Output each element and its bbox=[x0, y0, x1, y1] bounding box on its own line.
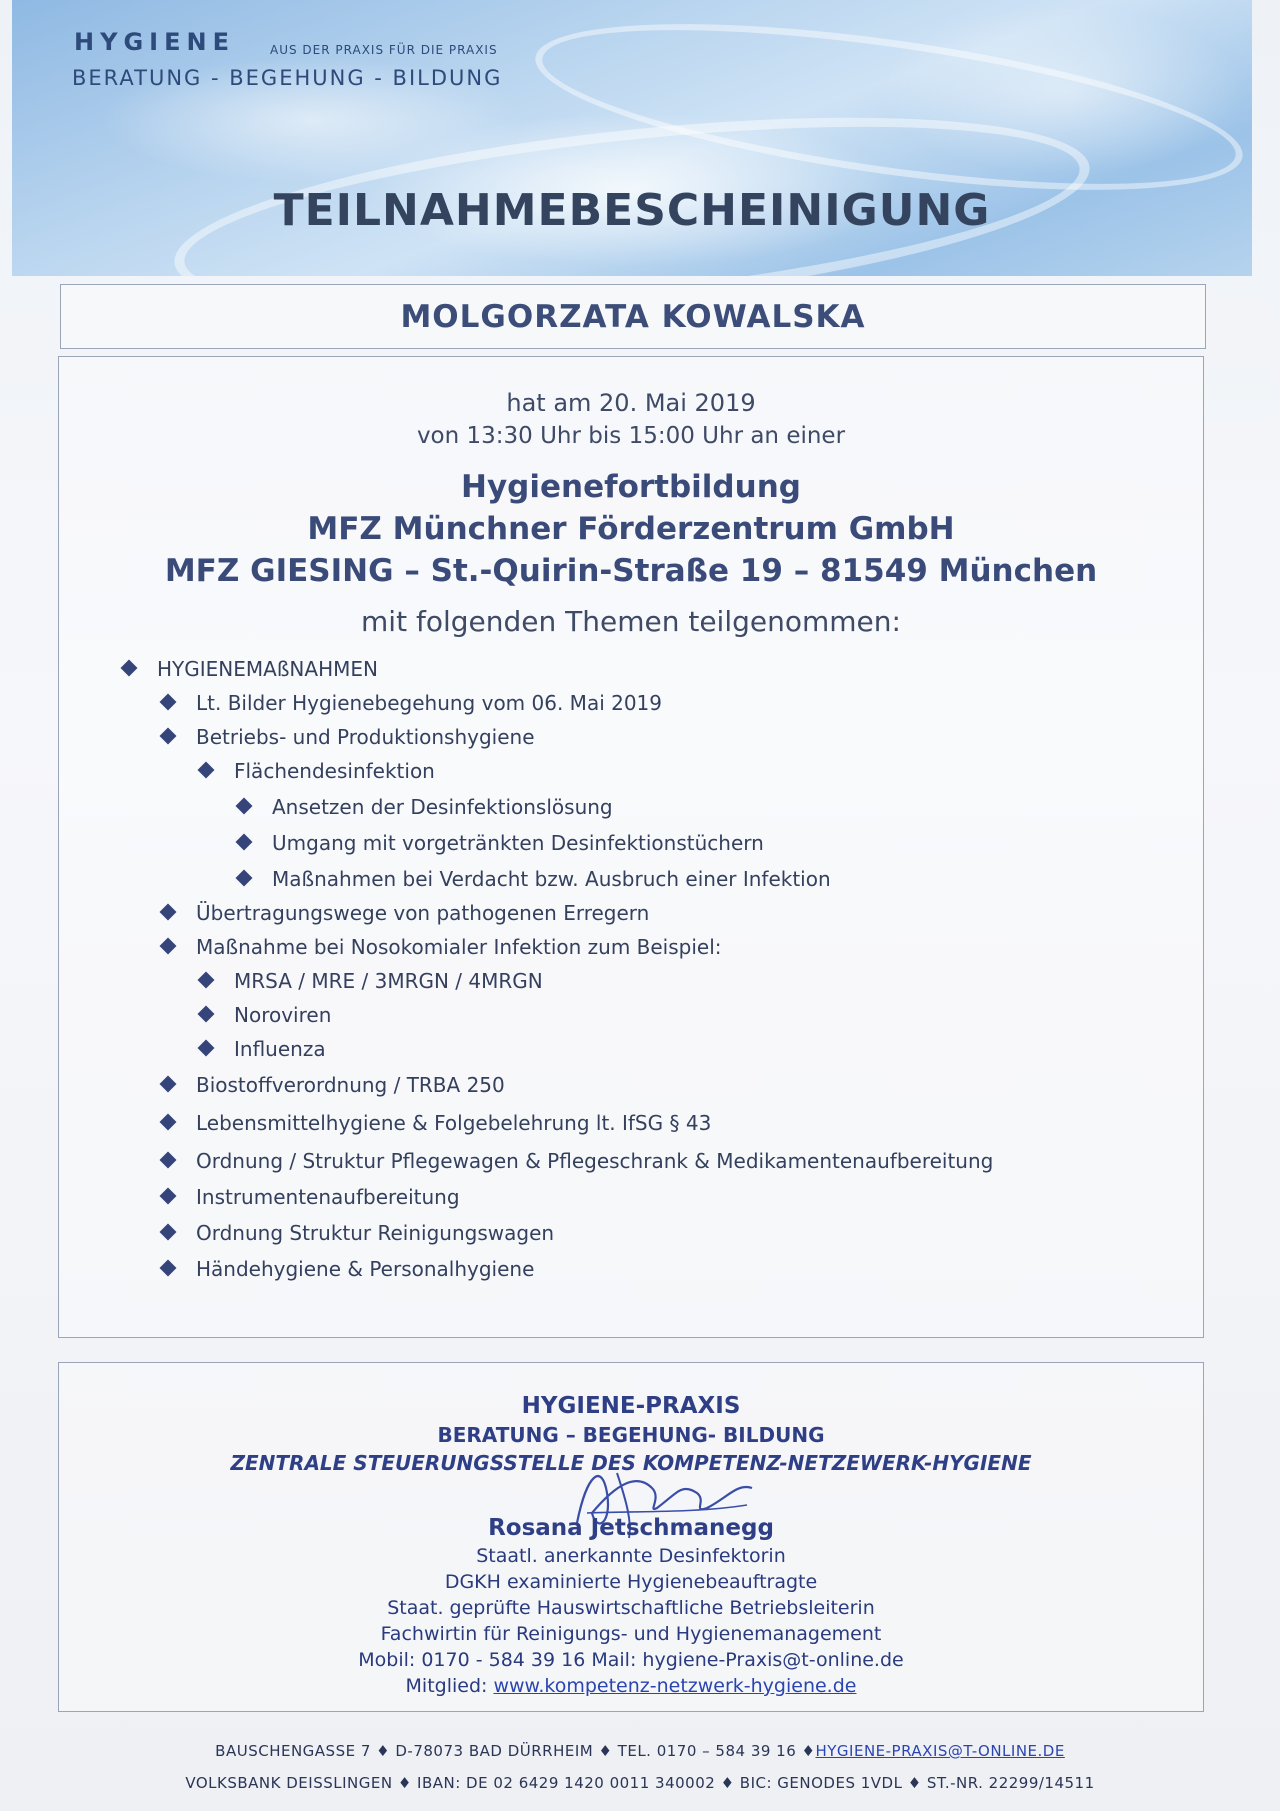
list-item: Lt. Bilder Hygienebegehung vom 06. Mai 2019 bbox=[162, 691, 662, 715]
course-type: Hygienefortbildung bbox=[461, 469, 801, 505]
issuer-box bbox=[58, 1362, 1204, 1712]
brand-tagline: AUS DER PRAXIS FÜR DIE PRAXIS bbox=[270, 43, 498, 57]
qualification-line: Staatl. anerkannte Desinfektorin bbox=[476, 1545, 786, 1567]
diamond-bullet-icon bbox=[198, 762, 215, 779]
list-item: Maßnahmen bei Verdacht bzw. Ausbruch einer Infektion bbox=[238, 867, 831, 891]
list-item: Übertragungswege von pathogenen Erregern bbox=[162, 901, 649, 925]
list-item: Maßnahme bei Nosokomialer Infektion zum Beispiel: bbox=[162, 935, 722, 959]
participant-name: MOLGORZATA KOWALSKA bbox=[400, 299, 866, 335]
diamond-bullet-icon bbox=[160, 694, 177, 711]
course-organization: MFZ Münchner Förderzentrum GmbH bbox=[307, 511, 955, 547]
header-banner bbox=[12, 0, 1252, 276]
list-item: Umgang mit vorgetränkten Desinfektionstüchern bbox=[238, 831, 764, 855]
diamond-bullet-icon bbox=[160, 904, 177, 921]
time-line: von 13:30 Uhr bis 15:00 Uhr an einer bbox=[416, 423, 846, 449]
bank-line: VOLKSBANK DEISSLINGEN ♦ IBAN: DE 02 6429 1420 0011 340002 ♦ BIC: GENODES 1VDL ♦ ST.-NR. 22299/14511 bbox=[185, 1774, 1095, 1792]
participant-box bbox=[60, 284, 1206, 349]
list-item: HYGIENEMAßNAHMEN bbox=[123, 657, 378, 681]
list-item: Noroviren bbox=[200, 1003, 331, 1027]
diamond-bullet-icon bbox=[121, 660, 138, 677]
list-item: Ordnung / Struktur Pflegewagen & Pflegeschrank & Medikamentenaufbereitung bbox=[162, 1149, 993, 1173]
list-item: MRSA / MRE / 3MRGN / 4MRGN bbox=[200, 969, 543, 993]
brand-name: HYGIENE bbox=[74, 28, 235, 56]
list-item: Betriebs- und Produktionshygiene bbox=[162, 725, 535, 749]
list-item: Influenza bbox=[200, 1037, 326, 1061]
list-item: Lebensmittelhygiene & Folgebelehrung lt. IfSG § 43 bbox=[162, 1111, 711, 1135]
issuer-services: BERATUNG – BEGEHUNG- BILDUNG bbox=[437, 1423, 825, 1447]
course-location: MFZ GIESING – St.-Quirin-Straße 19 – 81549 München bbox=[164, 553, 1098, 589]
document-title: TEILNAHMEBESCHEINIGUNG bbox=[273, 185, 991, 236]
brand-services: BERATUNG - BEGEHUNG - BILDUNG bbox=[72, 66, 503, 90]
diamond-bullet-icon bbox=[160, 1076, 177, 1093]
diamond-bullet-icon bbox=[160, 1152, 177, 1169]
diamond-bullet-icon bbox=[198, 1006, 215, 1023]
course-details-box bbox=[58, 356, 1204, 1338]
list-item: Flächendesinfektion bbox=[200, 759, 435, 783]
list-item: Instrumentenaufbereitung bbox=[162, 1185, 460, 1209]
qualification-line: DGKH examinierte Hygienebeauftragte bbox=[444, 1571, 818, 1593]
list-item: Händehygiene & Personalhygiene bbox=[162, 1257, 534, 1281]
diamond-bullet-icon bbox=[198, 1040, 215, 1057]
diamond-bullet-icon bbox=[160, 1188, 177, 1205]
contact-line: Mobil: 0170 - 584 39 16 Mail: hygiene-Praxis@t-online.de bbox=[358, 1649, 904, 1671]
diamond-bullet-icon bbox=[236, 870, 253, 887]
issuer-network: ZENTRALE STEUERUNGSSTELLE DES KOMPETENZ-NETZEWERK-HYGIENE bbox=[230, 1451, 1032, 1475]
diamond-bullet-icon bbox=[198, 972, 215, 989]
list-item: Ordnung Struktur Reinigungswagen bbox=[162, 1221, 554, 1245]
issuer-org: HYGIENE-PRAXIS bbox=[521, 1393, 741, 1419]
diamond-bullet-icon bbox=[160, 1224, 177, 1241]
diamond-bullet-icon bbox=[160, 1260, 177, 1277]
date-line: hat am 20. Mai 2019 bbox=[506, 389, 756, 417]
list-item: Biostoffverordnung / TRBA 250 bbox=[162, 1073, 505, 1097]
network-website-link[interactable]: www.kompetenz-netzwerk-hygiene.de bbox=[493, 1675, 857, 1697]
qualification-line: Fachwirtin für Reinigungs- und Hygienemanagement bbox=[380, 1623, 882, 1645]
qualification-line: Staat. geprüfte Hauswirtschaftliche Betriebsleiterin bbox=[387, 1597, 875, 1619]
membership-label: Mitglied: bbox=[405, 1675, 494, 1697]
diamond-bullet-icon bbox=[160, 728, 177, 745]
topics-intro: mit folgenden Themen teilgenommen: bbox=[361, 605, 901, 638]
address-text: BAUSCHENGASSE 7 ♦ D-78073 BAD DÜRRHEIM ♦ TEL. 0170 – 584 39 16 ♦ bbox=[215, 1742, 816, 1760]
issuer-person: Rosana Jetschmanegg bbox=[488, 1515, 774, 1541]
diamond-bullet-icon bbox=[160, 938, 177, 955]
diamond-bullet-icon bbox=[236, 798, 253, 815]
address-line bbox=[0, 1742, 1280, 1760]
list-item: Ansetzen der Desinfektionslösung bbox=[238, 795, 613, 819]
diamond-bullet-icon bbox=[236, 834, 253, 851]
membership-line bbox=[59, 1675, 1203, 1697]
email-link[interactable]: HYGIENE-PRAXIS@T-ONLINE.DE bbox=[815, 1742, 1065, 1760]
diamond-bullet-icon bbox=[160, 1114, 177, 1131]
